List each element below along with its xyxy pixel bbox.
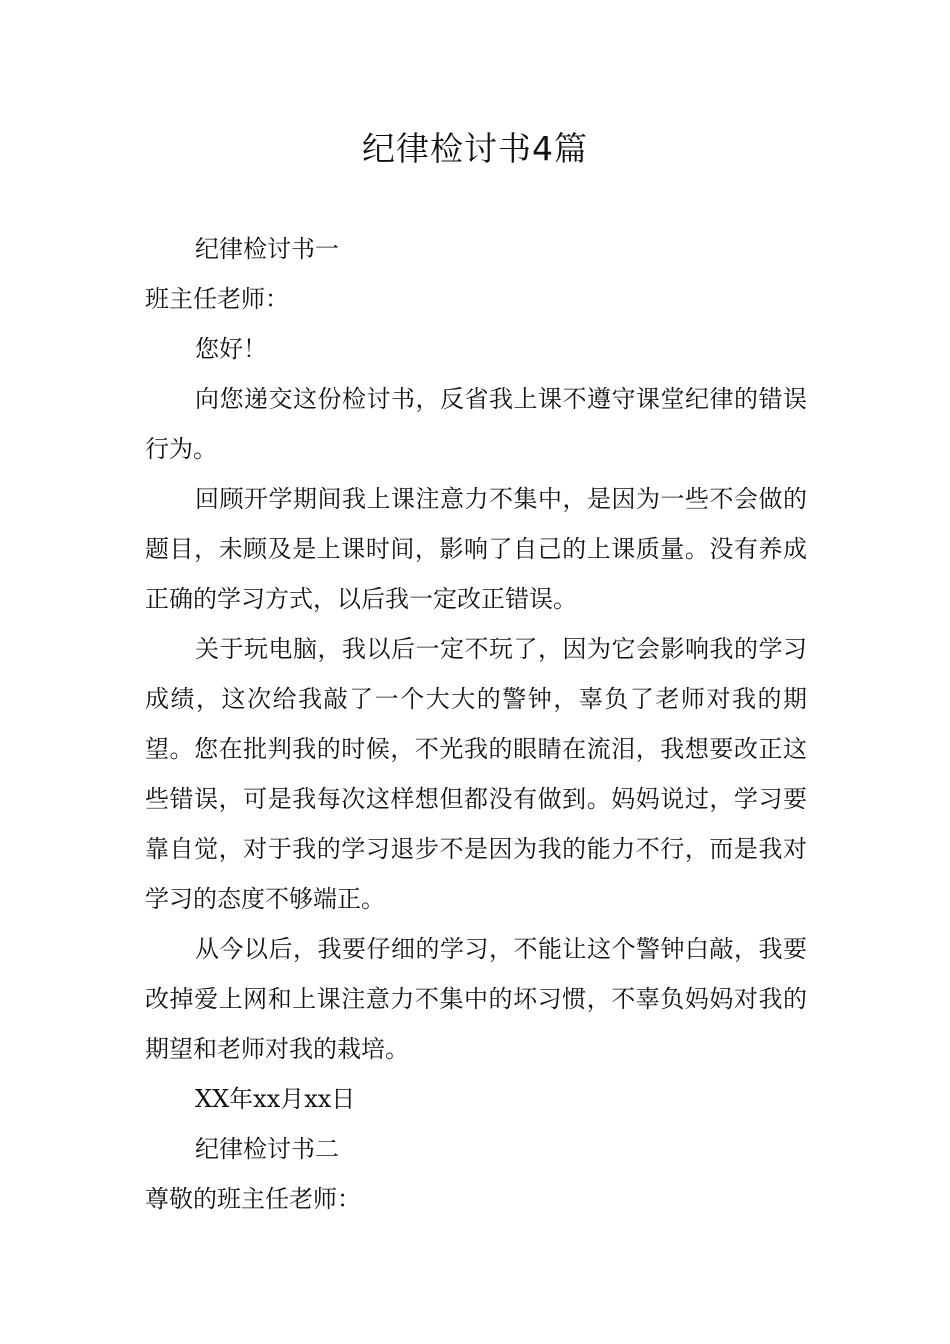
salutation: 尊敬的班主任老师： — [145, 1185, 361, 1213]
paragraph: 关于玩电脑，我以后一定不玩了，因为它会影响我的学习成绩，这次给我敲了一个大大的警钟，辜负了老师对我的期望。您在批判我的时候，不光我的眼睛在流泪，我想要改正这些错误，可是我每次这样想但都没有做到。妈妈说过，学习要靠自觉，对于我的学习退步不是因为我的能力不行，而是我对学习的态度不够端正。 — [145, 635, 807, 913]
greeting: 您好！ — [195, 335, 267, 363]
section-heading-2: 纪律检讨书二 — [195, 1135, 339, 1163]
salutation: 班主任老师： — [145, 285, 289, 313]
date-line: XX年xx月xx日 — [195, 1085, 356, 1113]
document-body — [145, 224, 807, 1224]
section-heading-1: 纪律检讨书一 — [195, 235, 339, 263]
paragraph: 向您递交这份检讨书，反省我上课不遵守课堂纪律的错误行为。 — [145, 385, 807, 463]
paragraph: 从今以后，我要仔细的学习，不能让这个警钟白敲，我要改掉爱上网和上课注意力不集中的坏习惯，不辜负妈妈对我的期望和老师对我的栽培。 — [145, 935, 807, 1063]
document-title: 纪律检讨书4篇 — [362, 129, 588, 168]
paragraph: 回顾开学期间我上课注意力不集中，是因为一些不会做的题目，未顾及是上课时间，影响了自己的上课质量。没有养成正确的学习方式，以后我一定改正错误。 — [145, 485, 807, 613]
